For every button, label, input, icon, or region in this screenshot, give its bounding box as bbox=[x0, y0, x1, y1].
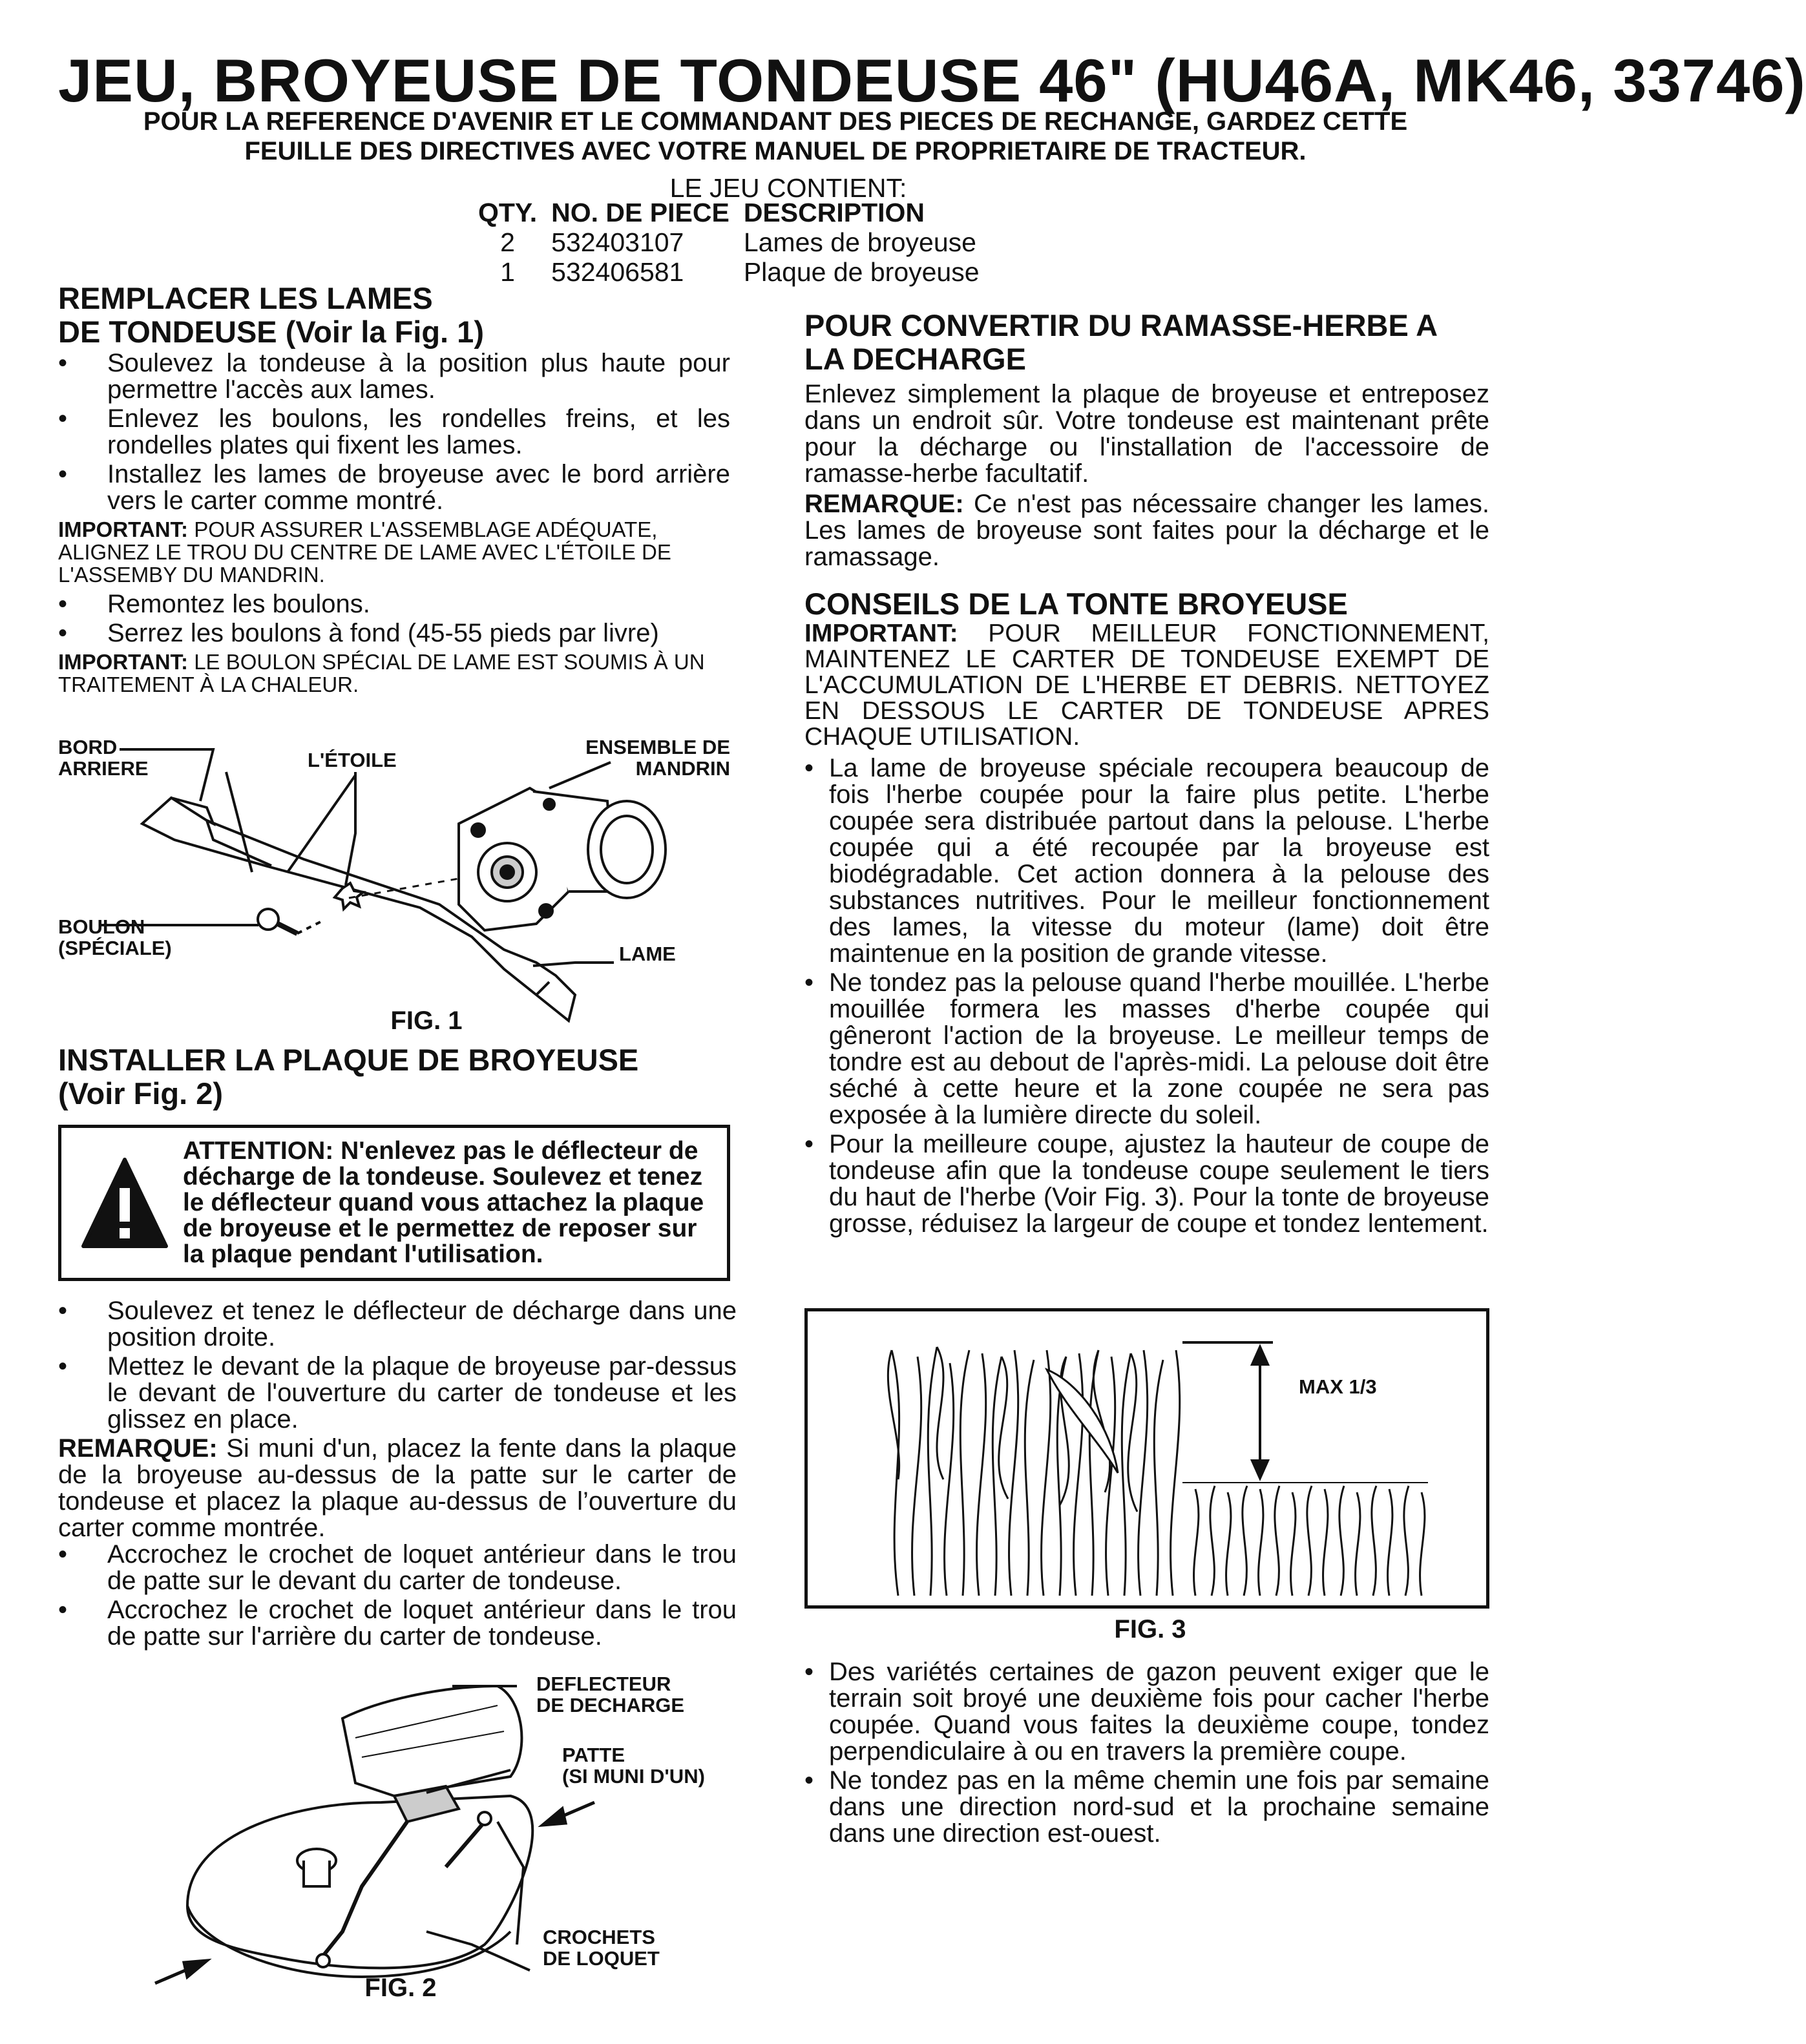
replace-heading-1: REMPLACER LES LAMES bbox=[58, 281, 433, 315]
row-desc: Plaque de broyeuse bbox=[743, 257, 980, 287]
tips-bullets-2 bbox=[804, 1659, 1489, 1847]
label-lame: LAME bbox=[619, 943, 676, 965]
subtitle-line-1: POUR LA REFERENCE D'AVENIR ET LE COMMANDANT DES PIECES DE RECHANGE, GARDEZ CETTE bbox=[143, 107, 1408, 136]
label-line: DEFLECTEUR bbox=[536, 1673, 671, 1695]
label-crochets bbox=[543, 1926, 660, 1969]
label-line: (SI MUNI D'UN) bbox=[562, 1765, 705, 1788]
row-qty: 2 bbox=[500, 227, 515, 257]
label-patte bbox=[562, 1744, 705, 1787]
important-label: IMPORTANT: bbox=[804, 620, 958, 647]
label-line: PATTE bbox=[562, 1744, 625, 1766]
figure-1 bbox=[58, 736, 737, 1040]
tips-continued bbox=[804, 1659, 1489, 1850]
replace-section bbox=[58, 282, 730, 701]
important-note-1 bbox=[58, 518, 730, 586]
tips-bullets bbox=[804, 755, 1489, 1237]
kit-table bbox=[478, 198, 994, 287]
label-line: BORD bbox=[58, 736, 118, 758]
important-label: IMPORTANT: bbox=[58, 650, 189, 674]
label-bord-arriere bbox=[58, 736, 149, 779]
label-max: MAX 1/3 bbox=[1299, 1375, 1377, 1398]
install-heading-2: (Voir Fig. 2) bbox=[58, 1076, 224, 1111]
label-line: ENSEMBLE DE bbox=[585, 736, 730, 758]
warning-text: ATTENTION: N'enlevez pas le déflecteur de décharge de la tondeuse. Soulevez et tenez le déflecteur quand vous attachez la plaque de broyeuse et le permettez de reposer sur la plaque pendant l'utilisation. bbox=[183, 1137, 704, 1268]
list-item: • Soulevez la tondeuse à la position plus haute pour permettre l'accès aux lames. bbox=[58, 350, 730, 403]
figure-3 bbox=[804, 1308, 1489, 1609]
list-item: • Enlevez les boulons, les rondelles freins, et les rondelles plates qui fixent les lames. bbox=[58, 406, 730, 459]
important-note-2 bbox=[58, 651, 730, 696]
remarque-label: REMARQUE: bbox=[58, 1434, 218, 1463]
fig2-caption: FIG. 2 bbox=[364, 1974, 437, 2002]
convert-section bbox=[804, 309, 1489, 1240]
col-part: NO. DE PIECE bbox=[551, 198, 730, 227]
list-item: • Accrochez le crochet de loquet antérieur dans le trou de patte sur l'arrière du carter de tondeuse. bbox=[58, 1597, 737, 1650]
row-desc: Lames de broyeuse bbox=[743, 227, 976, 257]
list-item: • Des variétés certaines de gazon peuvent exiger que le terrain soit broyé une deuxième fois pour cacher l'herbe coupée. Quand vous faites la deuxième coupe, tondez perpendiculaire à ou en travers la première coupe. bbox=[804, 1659, 1489, 1765]
label-line: DE LOQUET bbox=[543, 1947, 660, 1970]
label-line: BOULON bbox=[58, 915, 145, 938]
replace-bullets-2 bbox=[58, 591, 730, 647]
col-desc: DESCRIPTION bbox=[743, 198, 925, 227]
list-item: • Remontez les boulons. bbox=[58, 591, 730, 618]
label-line: MANDRIN bbox=[635, 757, 730, 780]
label-etoile: L'ÉTOILE bbox=[308, 749, 397, 771]
convert-heading-1: POUR CONVERTIR DU RAMASSE-HERBE A bbox=[804, 308, 1438, 342]
col-qty: QTY. bbox=[478, 198, 538, 227]
install-heading-1: INSTALLER LA PLAQUE DE BROYEUSE bbox=[58, 1043, 639, 1077]
remarque-label: REMARQUE: bbox=[804, 490, 964, 518]
warning-box bbox=[58, 1125, 730, 1281]
table-row bbox=[478, 227, 994, 257]
row-qty: 1 bbox=[500, 257, 515, 287]
label-deflecteur bbox=[536, 1673, 684, 1716]
list-item: • Accrochez le crochet de loquet antérieur dans le trou de patte sur le devant du carter de tondeuse. bbox=[58, 1541, 737, 1594]
page-subtitle bbox=[97, 107, 1454, 166]
kit-heading: LE JEU CONTIENT: bbox=[669, 173, 907, 203]
install-bullets bbox=[58, 1298, 737, 1433]
kit-table-header bbox=[478, 198, 994, 227]
remarque-text: Si muni d'un, placez la fente dans la plaque de la broyeuse au-dessus de la patte sur le carter de tondeuse et placez la plaque au-dessus de l’ouverture du carter comme montrée. bbox=[58, 1434, 737, 1542]
list-item: • Installez les lames de broyeuse avec le bord arrière vers le carter comme montré. bbox=[58, 461, 730, 514]
important-text: LE BOULON SPÉCIAL DE LAME EST SOUMIS À UN TRAITEMENT À LA CHALEUR. bbox=[58, 650, 705, 696]
label-line: CROCHETS bbox=[543, 1926, 655, 1948]
list-item: • Pour la meilleure coupe, ajustez la hauteur de coupe de tondeuse afin que la tondeuse coupe seulement le tiers du haut de l'herbe (Voir Fig. 3). Pour la tonte de broyeuse grosse, réduisez la largeur de coupe et tondez lentement. bbox=[804, 1131, 1489, 1237]
list-item: • Ne tondez pas en la même chemin une fois par semaine dans une direction nord-sud et la prochaine semaine dans une direction est-ouest. bbox=[804, 1768, 1489, 1847]
warning-icon bbox=[79, 1154, 170, 1251]
install-section bbox=[58, 1043, 737, 1653]
row-part: 532406581 bbox=[551, 257, 684, 287]
tips-important bbox=[804, 621, 1489, 750]
convert-text: Enlevez simplement la plaque de broyeuse et entreposez dans un endroit sûr. Votre tondeuse est maintenant prête pour la décharge ou l'installation de l'accessoire de ramasse-herbe facultatif. bbox=[804, 380, 1489, 488]
grass-height-illustration bbox=[808, 1311, 1486, 1605]
label-line: ARRIERE bbox=[58, 757, 149, 780]
important-label: IMPORTANT: bbox=[58, 517, 189, 541]
list-item: • Mettez le devant de la plaque de broyeuse par-dessus le devant de l'ouverture du carter de tondeuse et les glissez en place. bbox=[58, 1353, 737, 1433]
replace-heading-2: DE TONDEUSE (Voir la Fig. 1) bbox=[58, 315, 484, 349]
figure-2 bbox=[149, 1673, 743, 2009]
label-line: (SPÉCIALE) bbox=[58, 937, 172, 959]
label-line: DE DECHARGE bbox=[536, 1694, 685, 1716]
blade-spindle-illustration bbox=[58, 736, 737, 1040]
fig1-caption: FIG. 1 bbox=[390, 1006, 463, 1035]
row-part: 532403107 bbox=[551, 227, 684, 257]
convert-heading-2: LA DECHARGE bbox=[804, 342, 1026, 376]
tips-heading: CONSEILS DE LA TONTE BROYEUSE bbox=[804, 587, 1348, 621]
list-item: • La lame de broyeuse spéciale recoupera beaucoup de fois l'herbe coupée pour la faire plus petite. L'herbe coupée sera distribuée partout dans la pelouse. L'herbe coupée qui a été recoupée par la broyeuse est biodégradable. Cet action donnera à la pelouse des substances nutritives. Pour le meilleur fonctionnement des lames, la vitesse du moteur (lame) doit être maintenue en la position de grande vitesse. bbox=[804, 755, 1489, 967]
list-item: • Ne tondez pas la pelouse quand l'herbe mouillée. L'herbe mouillée formera les masses d'herbe coupée qui gêneront l'action de la broyeuse. Le meilleur temps de tondre est au debout de l'après-midi. La pelouse doit être séché à cette heure et la zone coupée ne sera pas exposée à la lumière directe du soleil. bbox=[804, 970, 1489, 1129]
subtitle-line-2: FEUILLE DES DIRECTIVES AVEC VOTRE MANUEL DE PROPRIETAIRE DE TRACTEUR. bbox=[244, 137, 1307, 165]
important-text: POUR ASSURER L'ASSEMBLAGE ADÉQUATE, ALIGNEZ LE TROU DU CENTRE DE LAME AVEC L'ÉTOILE DE L'ASSEMBY DU MANDRIN. bbox=[58, 517, 671, 587]
list-item: • Soulevez et tenez le déflecteur de décharge dans une position droite. bbox=[58, 1298, 737, 1351]
important-text: POUR MEILLEUR FONCTIONNEMENT, MAINTENEZ LE CARTER DE TONDEUSE EXEMPT DE L'ACCUMULATION DE L'HERBE ET DEBRIS. NETTOYEZ EN DESSOUS LE CARTER DE TONDEUSE APRES CHAQUE UTILISATION. bbox=[804, 620, 1489, 751]
install-bullets-2 bbox=[58, 1541, 737, 1650]
list-item: • Serrez les boulons à fond (45-55 pieds par livre) bbox=[58, 620, 730, 647]
label-boulon bbox=[58, 916, 172, 959]
install-remarque bbox=[58, 1435, 737, 1541]
label-ensemble-mandrin bbox=[575, 736, 730, 779]
convert-remarque bbox=[804, 491, 1489, 570]
remarque-text: Ce n'est pas nécessaire changer les lames. Les lames de broyeuse sont faites pour la décharge et le ramassage. bbox=[804, 490, 1489, 571]
fig3-caption: FIG. 3 bbox=[1114, 1615, 1186, 1643]
page-title: JEU, BROYEUSE DE TONDEUSE 46" (HU46A, MK46, 33746) bbox=[58, 47, 1806, 114]
replace-bullets bbox=[58, 350, 730, 514]
